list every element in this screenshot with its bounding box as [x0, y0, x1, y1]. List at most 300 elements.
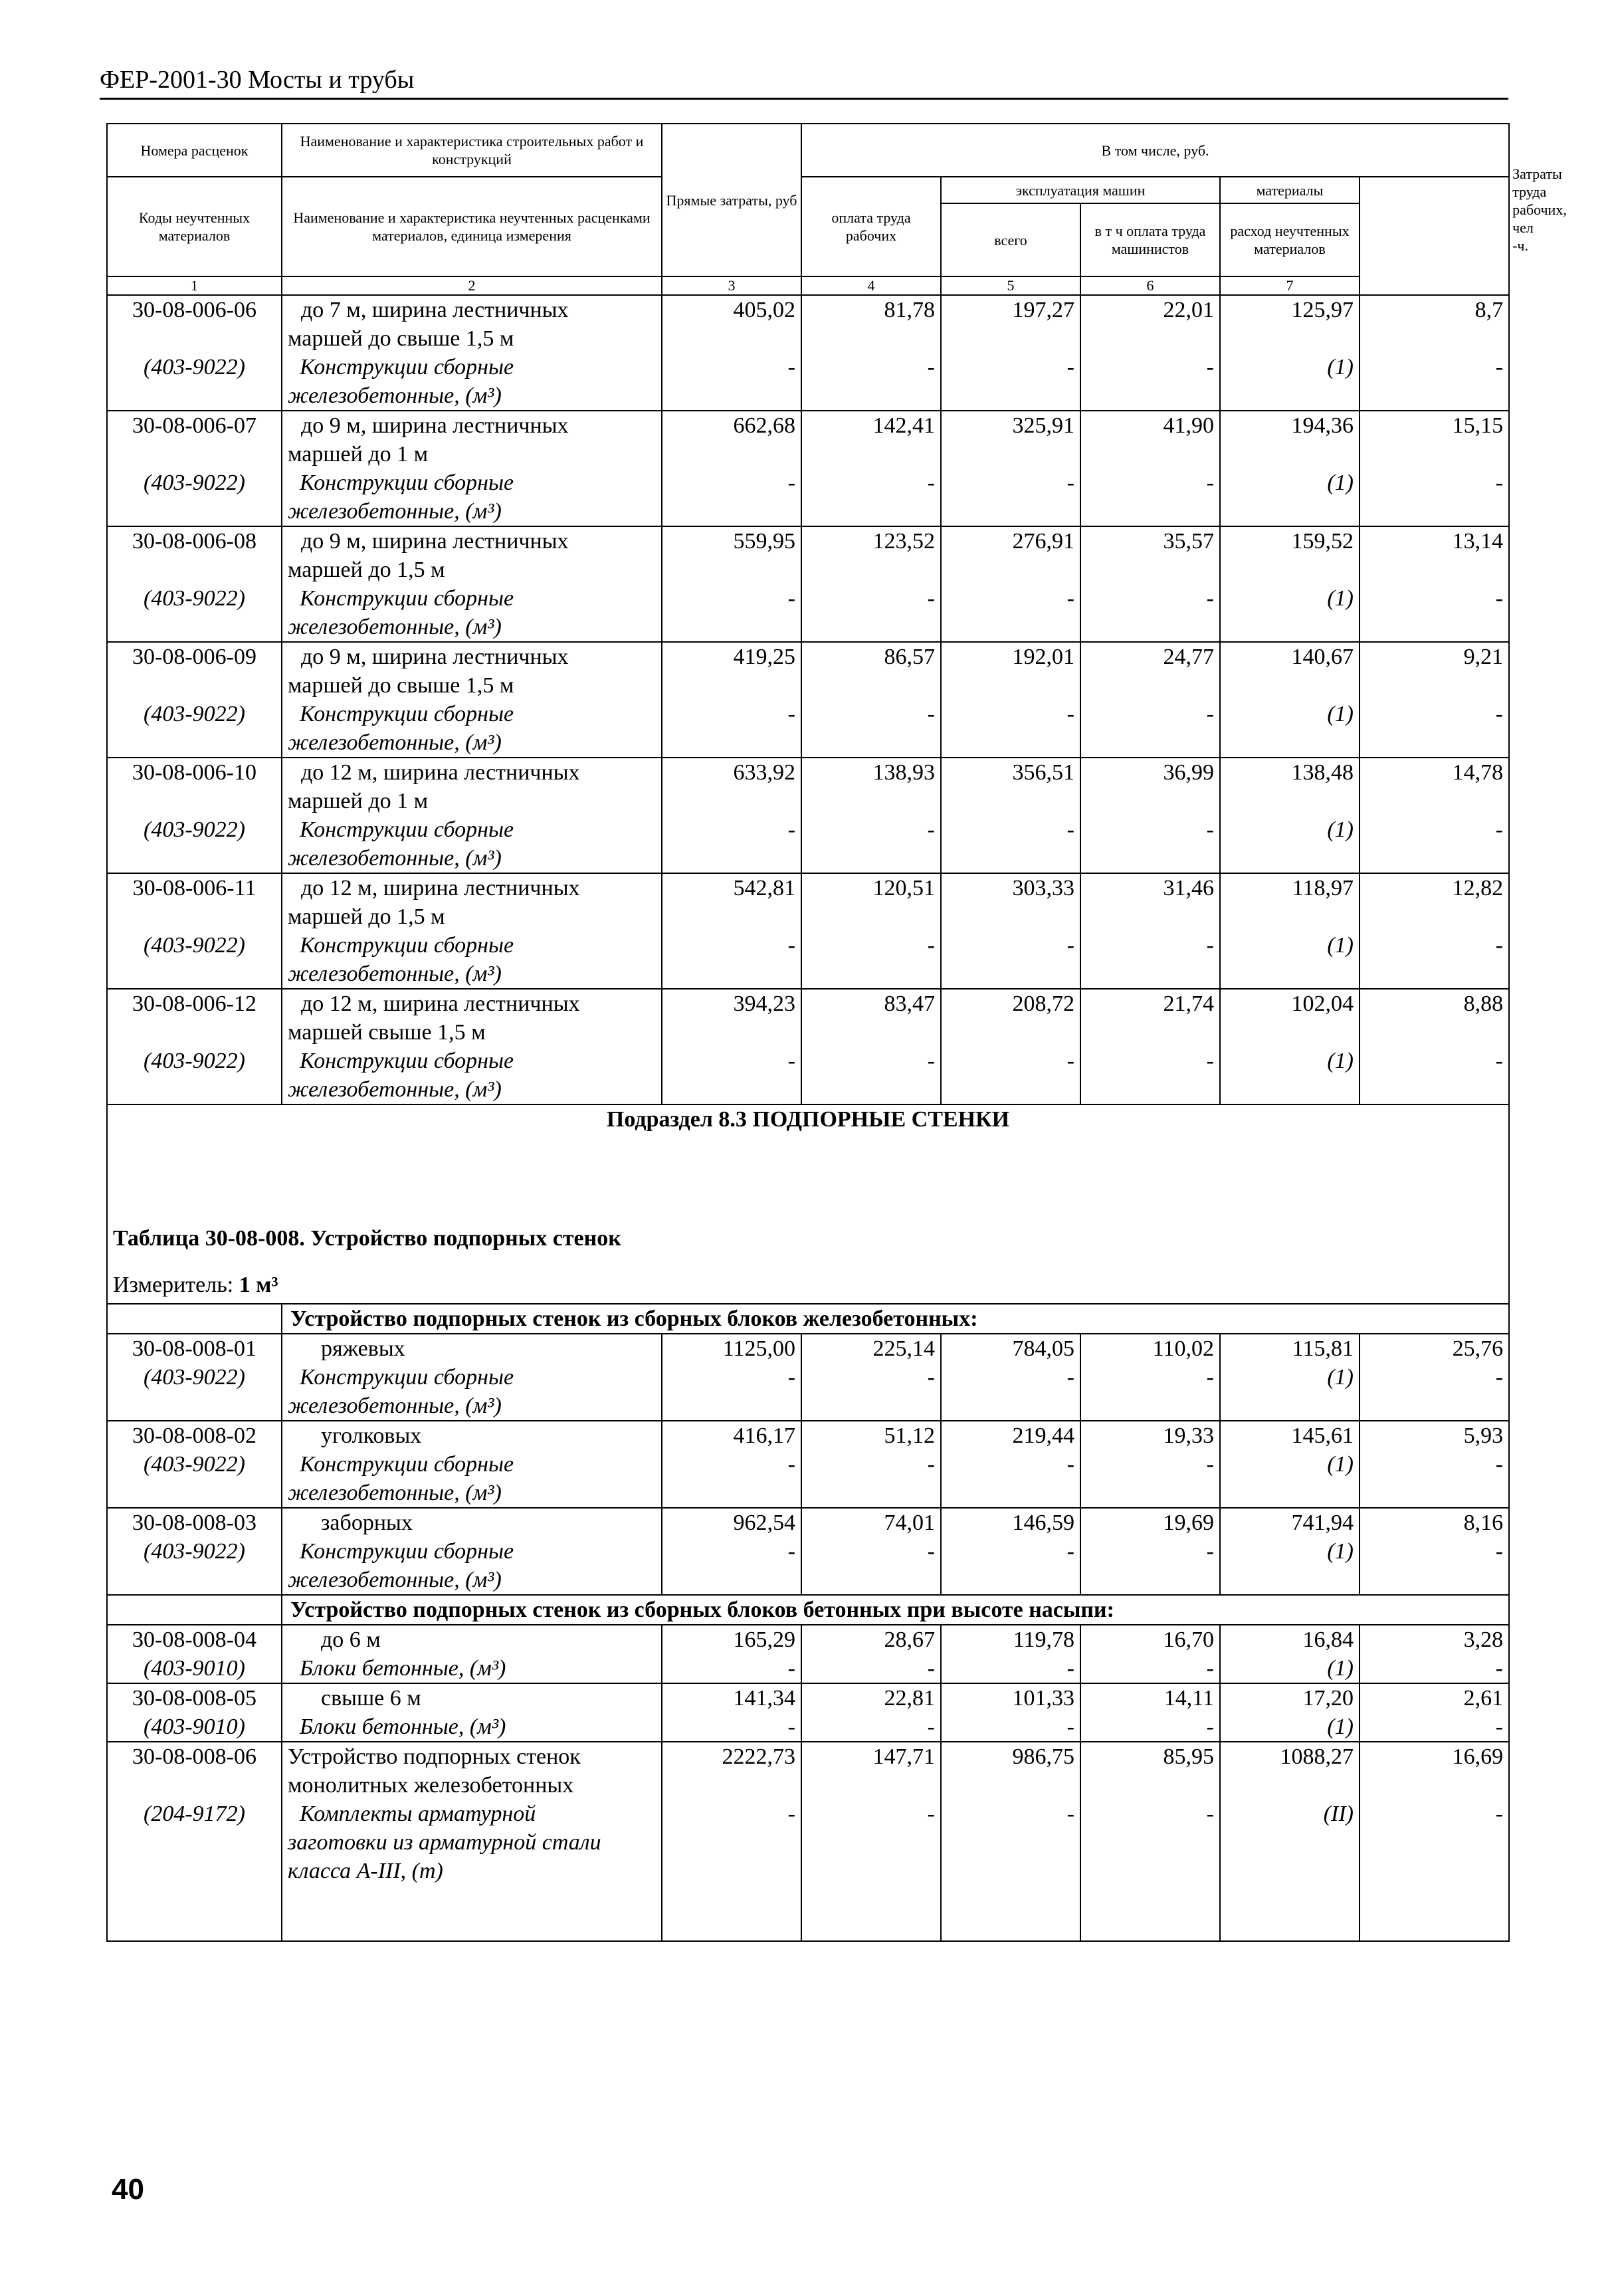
- value: 15,15: [1452, 413, 1504, 438]
- rate-code: 30-08-006-07: [132, 413, 256, 438]
- work-name: маршей до 1,5 м: [288, 904, 445, 929]
- spacer: [807, 1771, 935, 1800]
- table-row: [107, 989, 1509, 1104]
- rate-code: 30-08-008-06: [132, 1744, 256, 1769]
- group-row: [107, 1595, 1509, 1625]
- spacer: [668, 671, 795, 700]
- name-cell: [282, 1508, 662, 1595]
- work-name: Устройство подпорных стенок: [288, 1744, 581, 1769]
- resource-value: -: [1495, 1049, 1504, 1073]
- code-cell: [107, 642, 282, 758]
- resource-value: -: [787, 1715, 795, 1739]
- code-cell: [107, 873, 282, 989]
- rate-code: 30-08-008-04: [132, 1627, 256, 1652]
- rate-code: 30-08-006-10: [132, 760, 256, 785]
- resource-value: -: [1066, 1715, 1074, 1739]
- table-title: Таблица 30-08-008. Устройство подпорных стенок: [107, 1224, 1509, 1271]
- work-name: до 9 м, ширина лестничных: [301, 413, 569, 438]
- resource-value: (1): [1327, 1049, 1354, 1073]
- spacer: [113, 556, 276, 584]
- value-cell: [1360, 989, 1509, 1104]
- value: 303,33: [1012, 876, 1074, 900]
- subsection-title: Подраздел 8.3 ПОДПОРНЫЕ СТЕНКИ: [107, 1104, 1509, 1224]
- work-name: маршей свыше 1,5 м: [288, 1020, 486, 1045]
- work-name: маршей до 1 м: [288, 442, 429, 467]
- spacer: [1365, 440, 1503, 469]
- value-cell: [801, 526, 941, 642]
- value: 1125,00: [722, 1336, 795, 1361]
- resource-value: -: [787, 1802, 795, 1826]
- table-row: [107, 1683, 1509, 1742]
- resource-name: класса А-III, (т): [288, 1859, 443, 1883]
- value-cell: [801, 1334, 941, 1421]
- value: 416,17: [733, 1423, 795, 1448]
- value: 8,16: [1463, 1511, 1504, 1535]
- work-name: до 12 м, ширина лестничных: [301, 876, 580, 900]
- col-index: 5: [941, 276, 1080, 295]
- spacer: [1226, 440, 1354, 469]
- resource-value: -: [927, 1539, 935, 1564]
- value-cell: [1360, 411, 1509, 526]
- resource-value: (1): [1327, 702, 1354, 726]
- resource-value: -: [787, 933, 795, 958]
- value-cell: [941, 1421, 1080, 1508]
- table-row: [107, 411, 1509, 526]
- material-code: (403-9022): [144, 586, 245, 611]
- value-cell: [1360, 1625, 1509, 1683]
- code-cell: [107, 411, 282, 526]
- value: 13,14: [1452, 529, 1504, 554]
- resource-value: (1): [1327, 1715, 1354, 1739]
- value-cell: [1220, 411, 1360, 526]
- value-cell: [662, 873, 801, 989]
- resource-value: -: [927, 933, 935, 958]
- value-cell: [1220, 989, 1360, 1104]
- value: 192,01: [1012, 645, 1074, 669]
- value-cell: [662, 526, 801, 642]
- value-cell: [1220, 642, 1360, 758]
- code-cell: [107, 758, 282, 873]
- resource-value: -: [787, 1656, 795, 1681]
- value-cell: [1220, 1334, 1360, 1421]
- value: 962,54: [733, 1511, 795, 1535]
- value-cell: [1220, 295, 1360, 411]
- resource-name: заготовки из арматурной стали: [288, 1830, 601, 1855]
- rate-code: 30-08-006-09: [132, 645, 256, 669]
- value-cell: [801, 873, 941, 989]
- value: 16,69: [1452, 1744, 1504, 1769]
- resource-value: -: [1066, 702, 1074, 726]
- value: 19,69: [1163, 1511, 1214, 1535]
- group-title: Устройство подпорных стенок из сборных блоков бетонных при высоте насыпи:: [282, 1595, 1509, 1625]
- resource-value: -: [1206, 1715, 1214, 1739]
- spacer: [1086, 787, 1214, 815]
- table-row: [107, 1421, 1509, 1508]
- material-code: (204-9172): [144, 1802, 245, 1826]
- work-name: до 12 м, ширина лестничных: [301, 991, 580, 1016]
- value-cell: [1080, 295, 1220, 411]
- value-cell: [1080, 526, 1220, 642]
- value: 142,41: [872, 413, 935, 438]
- table-header-row: Номера расценок Наименование и характеристика строительных работ и конструкций Прямые затраты, руб В том числе, руб. Затраты труда рабочих, чел -ч.: [107, 124, 1509, 177]
- rate-code: 30-08-006-08: [132, 529, 256, 554]
- unit-line: [107, 1271, 1509, 1304]
- work-name: ряжевых: [321, 1336, 405, 1361]
- resource-value: -: [1495, 1802, 1504, 1826]
- resource-value: -: [1066, 1656, 1074, 1681]
- resource-value: -: [1206, 470, 1214, 495]
- resource-value: -: [1495, 933, 1504, 958]
- page-header: [100, 61, 1508, 100]
- code-cell: [107, 1742, 282, 1941]
- name-cell: [282, 526, 662, 642]
- resource-value: -: [1495, 702, 1504, 726]
- resource-value: -: [1495, 1715, 1504, 1739]
- spacer: [1226, 556, 1354, 584]
- spacer: [113, 440, 276, 469]
- resource-value: -: [1495, 817, 1504, 842]
- value: 5,93: [1463, 1423, 1504, 1448]
- col-index: 4: [801, 276, 941, 295]
- table-row: [107, 1625, 1509, 1683]
- name-cell: [282, 758, 662, 873]
- page-number: 40: [112, 2173, 144, 2206]
- work-name: свыше 6 м: [321, 1686, 421, 1711]
- value-cell: [1360, 1683, 1509, 1742]
- work-name: до 9 м, ширина лестничных: [301, 529, 569, 554]
- resource-value: -: [927, 355, 935, 379]
- col-index: 7: [1220, 276, 1360, 295]
- value: 394,23: [733, 991, 795, 1016]
- value-cell: [1080, 642, 1220, 758]
- spacer: [947, 787, 1074, 815]
- resource-value: -: [787, 586, 795, 611]
- value: 19,33: [1163, 1423, 1214, 1448]
- material-code: (403-9022): [144, 1365, 245, 1390]
- spacer: [947, 440, 1074, 469]
- resource-name: железобетонные, (м³): [288, 1394, 502, 1418]
- value: 8,7: [1474, 298, 1504, 322]
- value-cell: [941, 1683, 1080, 1742]
- value: 419,25: [733, 645, 795, 669]
- resource-value: (II): [1323, 1802, 1354, 1826]
- header-including: В том числе, руб.: [801, 124, 1509, 177]
- work-name: маршей до свыше 1,5 м: [288, 673, 514, 698]
- rate-code: 30-08-008-03: [132, 1511, 256, 1535]
- value: 85,95: [1163, 1744, 1214, 1769]
- name-cell: [282, 642, 662, 758]
- value: 36,99: [1163, 760, 1214, 785]
- resource-value: -: [1495, 1452, 1504, 1477]
- value-cell: [1220, 1625, 1360, 1683]
- spacer: [1086, 1018, 1214, 1047]
- value: 138,93: [872, 760, 935, 785]
- value: 141,34: [733, 1686, 795, 1711]
- code-cell: [107, 989, 282, 1104]
- work-name: до 12 м, ширина лестничных: [301, 760, 580, 785]
- table-index-row: [107, 276, 1509, 295]
- spacer: [113, 902, 276, 931]
- resource-value: (1): [1327, 1365, 1354, 1390]
- value-cell: [941, 1625, 1080, 1683]
- value-cell: [662, 642, 801, 758]
- value-cell: [941, 758, 1080, 873]
- col-index: 6: [1080, 276, 1220, 295]
- value: 159,52: [1291, 529, 1354, 554]
- value-cell: [1220, 1683, 1360, 1742]
- resource-value: -: [1066, 1539, 1074, 1564]
- resource-name: железобетонные, (м³): [288, 1481, 502, 1505]
- material-code: (403-9022): [144, 817, 245, 842]
- spacer: [113, 1018, 276, 1047]
- value: 559,95: [733, 529, 795, 554]
- value-cell: [662, 1742, 801, 1941]
- value: 123,52: [872, 529, 935, 554]
- resource-name: железобетонные, (м³): [288, 499, 502, 524]
- value: 51,12: [884, 1423, 935, 1448]
- code-cell: [107, 1508, 282, 1595]
- value: 25,76: [1452, 1336, 1504, 1361]
- resource-value: -: [927, 1802, 935, 1826]
- value: 140,67: [1291, 645, 1354, 669]
- resource-name: Конструкции сборные: [300, 470, 514, 495]
- value-cell: [801, 1421, 941, 1508]
- spacer: [947, 1771, 1074, 1800]
- resource-name: Конструкции сборные: [300, 933, 514, 958]
- spacer: [947, 324, 1074, 353]
- value: 405,02: [733, 298, 795, 322]
- rate-code: 30-08-006-06: [132, 298, 256, 322]
- resource-value: -: [787, 702, 795, 726]
- material-code: (403-9022): [144, 355, 245, 379]
- value: 83,47: [884, 991, 935, 1016]
- name-cell: [282, 1683, 662, 1742]
- resource-name: Комплекты арматурной: [300, 1802, 536, 1826]
- resource-value: -: [1066, 1452, 1074, 1477]
- resource-value: -: [787, 355, 795, 379]
- spacer: [1226, 1018, 1354, 1047]
- spacer: [1086, 440, 1214, 469]
- unit-value: 1 м³: [239, 1273, 278, 1297]
- value: 145,61: [1291, 1423, 1354, 1448]
- header-col2-bottom: Наименование и характеристика неучтенных расценками материалов, единица измерения: [282, 177, 662, 276]
- code-cell: [107, 1421, 282, 1508]
- material-code: (403-9022): [144, 1539, 245, 1564]
- value: 8,88: [1463, 991, 1504, 1016]
- value: 28,67: [884, 1627, 935, 1652]
- value-cell: [801, 1742, 941, 1941]
- resource-name: Блоки бетонные, (м³): [300, 1715, 506, 1739]
- spacer: [1226, 671, 1354, 700]
- spacer: [807, 1018, 935, 1047]
- spacer: [668, 1771, 795, 1800]
- value: 22,81: [884, 1686, 935, 1711]
- value-cell: [1080, 1625, 1220, 1683]
- value-cell: [941, 1742, 1080, 1941]
- value: 14,78: [1452, 760, 1504, 785]
- name-cell: [282, 873, 662, 989]
- value-cell: [662, 1625, 801, 1683]
- resource-value: -: [1495, 586, 1504, 611]
- value: 356,51: [1012, 760, 1074, 785]
- value-cell: [1080, 1334, 1220, 1421]
- resource-value: (1): [1327, 355, 1354, 379]
- value: 784,05: [1012, 1336, 1074, 1361]
- value: 21,74: [1163, 991, 1214, 1016]
- resource-value: -: [1066, 1802, 1074, 1826]
- spacer: [668, 440, 795, 469]
- value-cell: [1360, 1334, 1509, 1421]
- spacer: [1226, 787, 1354, 815]
- resource-name: Конструкции сборные: [300, 1049, 514, 1073]
- resource-value: -: [1066, 586, 1074, 611]
- rate-code: 30-08-006-12: [132, 991, 256, 1016]
- value-cell: [801, 295, 941, 411]
- resource-value: (1): [1327, 1452, 1354, 1477]
- table-row: [107, 1742, 1509, 1941]
- value: 118,97: [1292, 876, 1354, 900]
- resource-name: Конструкции сборные: [300, 1452, 514, 1477]
- material-code: (403-9022): [144, 933, 245, 958]
- value: 119,78: [1013, 1627, 1074, 1652]
- resource-name: Конструкции сборные: [300, 1539, 514, 1564]
- resource-value: -: [1495, 470, 1504, 495]
- value: 14,11: [1163, 1686, 1214, 1711]
- table-row: [107, 295, 1509, 411]
- resource-value: -: [1066, 1365, 1074, 1390]
- value: 208,72: [1012, 991, 1074, 1016]
- value-cell: [662, 1334, 801, 1421]
- name-cell: [282, 295, 662, 411]
- value-cell: [1220, 1421, 1360, 1508]
- work-name: маршей до 1 м: [288, 789, 429, 813]
- unit-label: Измеритель:: [113, 1273, 234, 1297]
- name-cell: [282, 411, 662, 526]
- work-name: уголковых: [321, 1423, 422, 1448]
- value-cell: [801, 411, 941, 526]
- header-col2-top: Наименование и характеристика строительных работ и конструкций: [282, 124, 662, 177]
- resource-value: -: [1066, 817, 1074, 842]
- table-row: [107, 873, 1509, 989]
- resource-value: (1): [1327, 586, 1354, 611]
- spacer: [1226, 902, 1354, 931]
- value-cell: [662, 1421, 801, 1508]
- spacer: [807, 902, 935, 931]
- header-col4: оплата труда рабочих: [801, 177, 941, 276]
- spacer: [668, 324, 795, 353]
- header-col3: Прямые затраты, руб: [662, 124, 801, 276]
- value-cell: [1220, 873, 1360, 989]
- spacer: [1226, 324, 1354, 353]
- spacer: [1365, 671, 1503, 700]
- table-row: [107, 526, 1509, 642]
- work-name: маршей до свыше 1,5 м: [288, 326, 514, 351]
- spacer: [1365, 324, 1503, 353]
- resource-value: -: [1206, 355, 1214, 379]
- resource-value: -: [1495, 1656, 1504, 1681]
- resource-value: -: [787, 470, 795, 495]
- value: 138,48: [1291, 760, 1354, 785]
- resource-value: -: [787, 1452, 795, 1477]
- name-cell: [282, 1421, 662, 1508]
- code-cell: [107, 1625, 282, 1683]
- value-cell: [1220, 758, 1360, 873]
- spacer: [113, 787, 276, 815]
- resource-value: -: [927, 470, 935, 495]
- resource-value: -: [1495, 1365, 1504, 1390]
- material-code: (403-9010): [144, 1715, 245, 1739]
- spacer: [1365, 1771, 1503, 1800]
- value: 662,68: [733, 413, 795, 438]
- spacer: [113, 1771, 276, 1800]
- value-cell: [1080, 1683, 1220, 1742]
- value: 1088,27: [1280, 1744, 1354, 1769]
- value-cell: [941, 1334, 1080, 1421]
- value: 325,91: [1012, 413, 1074, 438]
- resource-name: Конструкции сборные: [300, 1365, 514, 1390]
- spacer: [1086, 556, 1214, 584]
- value: 165,29: [733, 1627, 795, 1652]
- col-index: 1: [107, 276, 282, 295]
- resource-name: железобетонные, (м³): [288, 962, 502, 986]
- resource-value: -: [1495, 355, 1504, 379]
- resource-name: Конструкции сборные: [300, 817, 514, 842]
- work-name: до 6 м: [321, 1627, 381, 1652]
- header-col5: всего: [941, 203, 1080, 276]
- value-cell: [1080, 1742, 1220, 1941]
- value: 194,36: [1291, 413, 1354, 438]
- value-cell: [941, 295, 1080, 411]
- group-row: [107, 1304, 1509, 1334]
- value: 276,91: [1012, 529, 1074, 554]
- code-cell: [107, 1683, 282, 1742]
- material-code: (403-9022): [144, 702, 245, 726]
- value: 31,46: [1163, 876, 1214, 900]
- value: 86,57: [884, 645, 935, 669]
- spacer: [947, 1018, 1074, 1047]
- rate-code: 30-08-008-05: [132, 1686, 256, 1711]
- material-code: (403-9022): [144, 470, 245, 495]
- resource-value: -: [787, 1539, 795, 1564]
- value-cell: [1360, 526, 1509, 642]
- value-cell: [662, 1683, 801, 1742]
- value: 81,78: [884, 298, 935, 322]
- value: 2,61: [1463, 1686, 1504, 1711]
- resource-value: -: [927, 1365, 935, 1390]
- spacer: [807, 556, 935, 584]
- value: 41,90: [1163, 413, 1214, 438]
- work-name: маршей до 1,5 м: [288, 558, 445, 582]
- resource-value: -: [1066, 1049, 1074, 1073]
- resource-value: -: [927, 1452, 935, 1477]
- resource-value: (1): [1327, 933, 1354, 958]
- value: 986,75: [1012, 1744, 1074, 1769]
- code-cell: [107, 295, 282, 411]
- value-cell: [1080, 1421, 1220, 1508]
- spacer: [807, 324, 935, 353]
- value-cell: [1080, 758, 1220, 873]
- header-col1-top: Номера расценок: [107, 124, 282, 177]
- resource-value: -: [1066, 470, 1074, 495]
- value-cell: [1220, 1508, 1360, 1595]
- value-cell: [1080, 873, 1220, 989]
- value: 741,94: [1291, 1511, 1354, 1535]
- header-machines: эксплуатация машин: [941, 177, 1220, 203]
- resource-name: железобетонные, (м³): [288, 846, 502, 871]
- unit-row: [107, 1271, 1509, 1304]
- resource-value: -: [927, 702, 935, 726]
- work-name: до 9 м, ширина лестничных: [301, 645, 569, 669]
